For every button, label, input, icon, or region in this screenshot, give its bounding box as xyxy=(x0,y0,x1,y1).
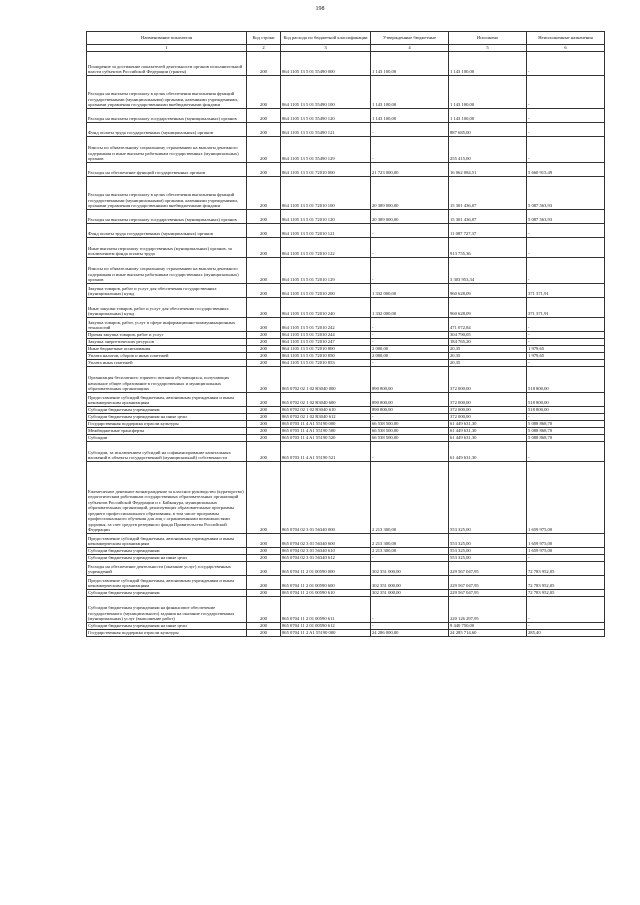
approved-amount-cell: 20 389 000,00 xyxy=(371,176,449,209)
remaining-amount-cell: 5 088 868,70 xyxy=(527,420,605,427)
approved-amount-cell: - xyxy=(371,359,449,366)
executed-amount-cell: 553 325,00 xyxy=(449,461,527,533)
indicator-name-cell: Предоставление субсидий бюджетным, автономным учреждениям и иным некоммерческим организациям xyxy=(87,575,247,589)
table-row xyxy=(87,406,605,413)
expense-code-cell: 864 1105 13 5 01 72010 853 xyxy=(281,359,371,366)
expense-code-cell: 865 0702 02 1 02 R3040 000 xyxy=(281,366,371,392)
table-row xyxy=(87,533,605,547)
expense-code-cell: 865 0704 02 3 01 56340 612 xyxy=(281,554,371,561)
approved-amount-cell: 890 800,00 xyxy=(371,392,449,406)
approved-amount-cell: - xyxy=(371,596,449,622)
line-code-cell: 200 xyxy=(247,209,281,223)
remaining-amount-cell: - xyxy=(527,75,605,108)
remaining-amount-cell: 518 800,00 xyxy=(527,392,605,406)
line-code-cell: 200 xyxy=(247,75,281,108)
header-indicator-name: Наименование показателя xyxy=(87,32,247,45)
table-row xyxy=(87,283,605,297)
line-code-cell: 200 xyxy=(247,589,281,596)
approved-amount-cell: 2 000,00 xyxy=(371,345,449,352)
expense-code-cell: 865 0702 02 1 02 R3040 610 xyxy=(281,406,371,413)
expense-code-cell: 864 1105 13 5 01 72010 800 xyxy=(281,345,371,352)
expense-code-cell: 864 1105 13 5 01 72010 129 xyxy=(281,257,371,283)
indicator-name-cell: Расходы на выплаты персоналу в целях обеспечения выполнения функций государственными (муниципальными) органами, казенными учреждениями, органами управления государственными внебюджетными фондами xyxy=(87,176,247,209)
executed-amount-cell: 220 126 297,95 xyxy=(449,596,527,622)
remaining-amount-cell: - xyxy=(527,223,605,237)
remaining-amount-cell: 72 783 952,05 xyxy=(527,575,605,589)
header-line-code: Код строки xyxy=(247,32,281,45)
table-row xyxy=(87,596,605,622)
approved-amount-cell: 2 213 300,00 xyxy=(371,547,449,554)
indicator-name-cell: Фонд оплаты труда государственных (муниципальных) органов xyxy=(87,223,247,237)
approved-amount-cell: 302 351 000,00 xyxy=(371,589,449,596)
remaining-amount-cell: 5 087 563,93 xyxy=(527,176,605,209)
expense-code-cell: 865 0704 02 3 01 56340 600 xyxy=(281,533,371,547)
approved-amount-cell: - xyxy=(371,223,449,237)
remaining-amount-cell: 371 371,91 xyxy=(527,297,605,317)
executed-amount-cell: 11 087 727,37 xyxy=(449,223,527,237)
approved-amount-cell: 2 213 300,00 xyxy=(371,461,449,533)
line-code-cell: 200 xyxy=(247,51,281,75)
indicator-name-cell: Уплата иных платежей xyxy=(87,359,247,366)
remaining-amount-cell: 5 088 868,70 xyxy=(527,427,605,434)
table-row xyxy=(87,622,605,629)
indicator-name-cell: Субсидии бюджетным учреждениям xyxy=(87,589,247,596)
approved-amount-cell: - xyxy=(371,237,449,257)
line-code-cell: 200 xyxy=(247,237,281,257)
remaining-amount-cell: 5 088 868,70 xyxy=(527,434,605,441)
expense-code-cell: 865 0702 02 1 02 R3040 612 xyxy=(281,413,371,420)
remaining-amount-cell: - xyxy=(527,596,605,622)
indicator-name-cell: Субсидии бюджетным учреждениям xyxy=(87,406,247,413)
executed-amount-cell: 1 143 100,00 xyxy=(449,51,527,75)
indicator-name-cell: Государственная поддержка отрасли культуры xyxy=(87,629,247,636)
approved-amount-cell: 20 389 000,00 xyxy=(371,209,449,223)
indicator-name-cell: Закупка энергетических ресурсов xyxy=(87,338,247,345)
expense-code-cell: 865 0704 11 2 01 00590 610 xyxy=(281,589,371,596)
indicator-name-cell: Субсидии xyxy=(87,434,247,441)
approved-amount-cell: 2 213 300,00 xyxy=(371,533,449,547)
expense-code-cell: 864 1105 13 5 01 72010 000 xyxy=(281,162,371,176)
expense-code-cell: 865 0704 11 2 01 00590 000 xyxy=(281,561,371,575)
approved-amount-cell: 1 143 100,00 xyxy=(371,108,449,122)
column-number: 5 xyxy=(449,44,527,51)
expense-code-cell: 864 1105 13 5 01 72010 242 xyxy=(281,317,371,331)
table-row xyxy=(87,209,605,223)
indicator-name-cell: Расходы на выплаты персоналу государственных (муниципальных) органов xyxy=(87,108,247,122)
remaining-amount-cell: - xyxy=(527,338,605,345)
approved-amount-cell: - xyxy=(371,441,449,461)
indicator-name-cell: Фонд оплаты труда государственных (муниципальных) органов xyxy=(87,122,247,136)
remaining-amount-cell: - xyxy=(527,257,605,283)
line-code-cell: 200 xyxy=(247,427,281,434)
page-number: 198 xyxy=(315,6,325,12)
line-code-cell: 200 xyxy=(247,345,281,352)
remaining-amount-cell: 72 783 952,05 xyxy=(527,589,605,596)
table-row xyxy=(87,331,605,338)
remaining-amount-cell: - xyxy=(527,331,605,338)
remaining-amount-cell: - xyxy=(527,413,605,420)
line-code-cell: 200 xyxy=(247,122,281,136)
line-code-cell: 200 xyxy=(247,561,281,575)
indicator-name-cell: Государственная поддержка отрасли культуры xyxy=(87,420,247,427)
indicator-name-cell: Субсидии бюджетным учреждениям на иные цели xyxy=(87,413,247,420)
indicator-name-cell: Уплата налогов, сборов и иных платежей xyxy=(87,352,247,359)
budget-execution-table xyxy=(86,31,605,637)
line-code-cell: 200 xyxy=(247,176,281,209)
remaining-amount-cell: 1 659 975,00 xyxy=(527,461,605,533)
remaining-amount-cell: 72 783 952,05 xyxy=(527,561,605,575)
table-row xyxy=(87,317,605,331)
executed-amount-cell: 1 143 100,00 xyxy=(449,108,527,122)
indicator-name-cell: Межбюджетные трансферты xyxy=(87,427,247,434)
column-number: 1 xyxy=(87,44,247,51)
approved-amount-cell: 21 723 000,00 xyxy=(371,162,449,176)
remaining-amount-cell: - xyxy=(527,136,605,162)
header-executed: Исполнено xyxy=(449,32,527,45)
expense-code-cell: 865 0704 02 3 01 56340 610 xyxy=(281,547,371,554)
line-code-cell: 200 xyxy=(247,366,281,392)
approved-amount-cell: 890 800,00 xyxy=(371,406,449,413)
approved-amount-cell: - xyxy=(371,554,449,561)
executed-amount-cell: 553 325,00 xyxy=(449,533,527,547)
remaining-amount-cell: - xyxy=(527,554,605,561)
expense-code-cell: 865 0704 11 2 A1 55190 000 xyxy=(281,629,371,636)
line-code-cell: 200 xyxy=(247,434,281,441)
executed-amount-cell: 61 449 631,30 xyxy=(449,420,527,427)
approved-amount-cell: - xyxy=(371,122,449,136)
table-row xyxy=(87,257,605,283)
remaining-amount-cell: - xyxy=(527,622,605,629)
expense-code-cell: 864 1105 13 5 01 72010 121 xyxy=(281,223,371,237)
line-code-cell: 200 xyxy=(247,547,281,554)
indicator-name-cell: Иные закупки товаров, работ и услуг для обеспечения государственных (муниципальных) нужд xyxy=(87,297,247,317)
expense-code-cell: 864 1105 13 5 01 55490 100 xyxy=(281,75,371,108)
expense-code-cell: 865 0704 11 2 01 00590 612 xyxy=(281,622,371,629)
column-number: 3 xyxy=(281,44,371,51)
expense-code-cell: 864 1105 13 5 01 72010 247 xyxy=(281,338,371,345)
line-code-cell: 200 xyxy=(247,317,281,331)
indicator-name-cell: Предоставление субсидий бюджетным, автономным учреждениям и иным некоммерческим организациям xyxy=(87,392,247,406)
expense-code-cell: 865 0703 11 4 A1 55190 000 xyxy=(281,420,371,427)
remaining-amount-cell: - xyxy=(527,317,605,331)
column-number: 6 xyxy=(527,44,605,51)
table-row xyxy=(87,434,605,441)
approved-amount-cell: - xyxy=(371,257,449,283)
line-code-cell: 200 xyxy=(247,108,281,122)
executed-amount-cell: 372 000,00 xyxy=(449,366,527,392)
expense-code-cell: 865 0703 11 4 A1 55190 500 xyxy=(281,427,371,434)
remaining-amount-cell: 5 087 563,93 xyxy=(527,209,605,223)
line-code-cell: 200 xyxy=(247,420,281,427)
executed-amount-cell: 553 325,00 xyxy=(449,547,527,554)
remaining-amount-cell: 518 800,00 xyxy=(527,366,605,392)
table-body xyxy=(87,51,605,636)
table-row xyxy=(87,413,605,420)
indicator-name-cell: Предоставление субсидий бюджетным, автономным учреждениям и иным некоммерческим организациям xyxy=(87,533,247,547)
remaining-amount-cell: - xyxy=(527,108,605,122)
executed-amount-cell: 553 325,00 xyxy=(449,554,527,561)
expense-code-cell: 864 1105 13 5 01 72010 122 xyxy=(281,237,371,257)
executed-amount-cell: 61 449 631,30 xyxy=(449,434,527,441)
table-row xyxy=(87,297,605,317)
indicator-name-cell: Субсидии бюджетным учреждениям на иные цели xyxy=(87,554,247,561)
executed-amount-cell: 184 765,20 xyxy=(449,338,527,345)
indicator-name-cell: Организация бесплатного горячего питания обучающихся, получающих начальное общее образование в государственных и муниципальных образовательных организациях xyxy=(87,366,247,392)
approved-amount-cell: 1 143 100,00 xyxy=(371,51,449,75)
executed-amount-cell: 229 567 047,95 xyxy=(449,561,527,575)
line-code-cell: 200 xyxy=(247,223,281,237)
table-row xyxy=(87,359,605,366)
table-row xyxy=(87,420,605,427)
header-approved: Утвержденные бюджетные xyxy=(371,32,449,45)
executed-amount-cell: 20,35 xyxy=(449,359,527,366)
table-row xyxy=(87,176,605,209)
executed-amount-cell: 255 415,00 xyxy=(449,136,527,162)
approved-amount-cell: 24 286 000,00 xyxy=(371,629,449,636)
remaining-amount-cell: - xyxy=(527,441,605,461)
indicator-name-cell: Субсидии бюджетным учреждениям на иные цели xyxy=(87,622,247,629)
executed-amount-cell: 304 790,05 xyxy=(449,331,527,338)
remaining-amount-cell: 1 659 975,00 xyxy=(527,547,605,554)
executed-amount-cell: 372 000,00 xyxy=(449,413,527,420)
approved-amount-cell: - xyxy=(371,338,449,345)
expense-code-cell: 864 1105 13 5 01 55490 121 xyxy=(281,122,371,136)
executed-amount-cell: 1 143 100,00 xyxy=(449,75,527,108)
executed-amount-cell: 229 567 047,95 xyxy=(449,575,527,589)
expense-code-cell: 865 0704 11 2 01 00590 600 xyxy=(281,575,371,589)
table-row xyxy=(87,75,605,108)
executed-amount-cell: 3 303 953,34 xyxy=(449,257,527,283)
executed-amount-cell: 20,35 xyxy=(449,352,527,359)
header-remaining: Неисполненные назначения xyxy=(527,32,605,45)
approved-amount-cell: - xyxy=(371,413,449,420)
expense-code-cell: 865 0704 11 2 01 00590 611 xyxy=(281,596,371,622)
expense-code-cell: 864 1105 13 5 01 72010 240 xyxy=(281,297,371,317)
approved-amount-cell: - xyxy=(371,331,449,338)
executed-amount-cell: 9 440 750,00 xyxy=(449,622,527,629)
table-header-row xyxy=(87,32,605,45)
indicator-name-cell: Взносы по обязательному социальному страхованию на выплаты денежного содержания и иные выплаты работникам государственных (муниципальных) органов xyxy=(87,136,247,162)
executed-amount-cell: 229 567 047,95 xyxy=(449,589,527,596)
line-code-cell: 200 xyxy=(247,359,281,366)
approved-amount-cell: 1 332 000,00 xyxy=(371,283,449,297)
expense-code-cell: 865 0702 02 1 02 R3040 600 xyxy=(281,392,371,406)
approved-amount-cell: 1 332 000,00 xyxy=(371,297,449,317)
header-expense-code: Код расхода по бюджетной классификации xyxy=(281,32,371,45)
executed-amount-cell: 471 072,84 xyxy=(449,317,527,331)
table-row xyxy=(87,589,605,596)
expense-code-cell: 864 1105 13 5 01 72010 200 xyxy=(281,283,371,297)
line-code-cell: 200 xyxy=(247,392,281,406)
expense-code-cell: 864 1105 13 5 01 72010 100 xyxy=(281,176,371,209)
table-row xyxy=(87,338,605,345)
executed-amount-cell: 61 449 631,30 xyxy=(449,441,527,461)
indicator-name-cell: Расходы на выплаты персоналу в целях обеспечения выполнения функций государственными (муниципальными) органами, казенными учреждениями, органами управления государственными внебюджетными фондами xyxy=(87,75,247,108)
line-code-cell: 200 xyxy=(247,283,281,297)
approved-amount-cell: 66 538 500,00 xyxy=(371,434,449,441)
table-row xyxy=(87,575,605,589)
expense-code-cell: 865 0704 02 3 01 56340 000 xyxy=(281,461,371,533)
remaining-amount-cell: - xyxy=(527,359,605,366)
remaining-amount-cell: 1 979,65 xyxy=(527,345,605,352)
line-code-cell: 200 xyxy=(247,533,281,547)
column-number: 2 xyxy=(247,44,281,51)
line-code-cell: 200 xyxy=(247,413,281,420)
line-code-cell: 200 xyxy=(247,257,281,283)
executed-amount-cell: 887 685,00 xyxy=(449,122,527,136)
table-row xyxy=(87,122,605,136)
table-row xyxy=(87,441,605,461)
indicator-name-cell: Закупка товаров, работ и услуг для обеспечения государственных (муниципальных) нужд xyxy=(87,283,247,297)
expense-code-cell: 864 1105 13 5 01 55490 129 xyxy=(281,136,371,162)
executed-amount-cell: 16 062 084,51 xyxy=(449,162,527,176)
executed-amount-cell: 913 755,36 xyxy=(449,237,527,257)
executed-amount-cell: 20,35 xyxy=(449,345,527,352)
expense-code-cell: 865 0703 11 4 A1 55190 520 xyxy=(281,434,371,441)
executed-amount-cell: 24 285 714,60 xyxy=(449,629,527,636)
column-number: 4 xyxy=(371,44,449,51)
executed-amount-cell: 372 000,00 xyxy=(449,392,527,406)
expense-code-cell: 864 1105 13 5 01 72010 850 xyxy=(281,352,371,359)
indicator-name-cell: Ежемесячное денежное вознаграждение за классное руководство (кураторство) педагогическим работникам государственных образовательных организаций субъектов Российской Федерации и г. Байконура, муниципальных образовательных организаций, реализующих образовательные программы среднего профессионального образования, в том числе программы профессионального обучения для лиц с ограниченными возможностями здоровья, за счет средств резервного фонда Правительства Российской Федерации xyxy=(87,461,247,533)
indicator-name-cell: Закупка товаров, работ, услуг в сфере информационно-коммуникационных технологий xyxy=(87,317,247,331)
line-code-cell: 200 xyxy=(247,352,281,359)
approved-amount-cell: - xyxy=(371,622,449,629)
indicator-name-cell: Субсидии, за исключением субсидий на софинансирование капитальных вложений в объекты государственной (муниципальной) собственности xyxy=(87,441,247,461)
remaining-amount-cell: - xyxy=(527,122,605,136)
table-row xyxy=(87,352,605,359)
table-row xyxy=(87,136,605,162)
line-code-cell: 200 xyxy=(247,136,281,162)
approved-amount-cell: 1 143 100,00 xyxy=(371,75,449,108)
remaining-amount-cell: - xyxy=(527,237,605,257)
line-code-cell: 200 xyxy=(247,406,281,413)
table-row xyxy=(87,237,605,257)
expense-code-cell: 865 0703 11 4 A1 55190 521 xyxy=(281,441,371,461)
executed-amount-cell: 15 301 436,07 xyxy=(449,209,527,223)
table-row xyxy=(87,547,605,554)
remaining-amount-cell: 5 660 915,49 xyxy=(527,162,605,176)
approved-amount-cell: 66 538 500,00 xyxy=(371,427,449,434)
remaining-amount-cell: 371 371,91 xyxy=(527,283,605,297)
approved-amount-cell: 66 538 500,00 xyxy=(371,420,449,427)
indicator-name-cell: Расходы на обеспечение деятельности (оказание услуг) государственных учреждений xyxy=(87,561,247,575)
line-code-cell: 200 xyxy=(247,575,281,589)
executed-amount-cell: 372 000,00 xyxy=(449,406,527,413)
indicator-name-cell: Поощрение за достижение показателей деятельности органов исполнительной власти субъектов Российской Федерации (гранты) xyxy=(87,51,247,75)
table-row xyxy=(87,561,605,575)
remaining-amount-cell: 518 800,00 xyxy=(527,406,605,413)
indicator-name-cell: Иные выплаты персоналу государственных (муниципальных) органов, за исключением фонда оплаты труда xyxy=(87,237,247,257)
table-row xyxy=(87,223,605,237)
indicator-name-cell: Прочая закупка товаров, работ и услуг xyxy=(87,331,247,338)
indicator-name-cell: Субсидии бюджетным учреждениям xyxy=(87,547,247,554)
line-code-cell: 200 xyxy=(247,441,281,461)
line-code-cell: 200 xyxy=(247,338,281,345)
table-row xyxy=(87,461,605,533)
executed-amount-cell: 960 628,09 xyxy=(449,297,527,317)
indicator-name-cell: Расходы на выплаты персоналу государственных (муниципальных) органов xyxy=(87,209,247,223)
line-code-cell: 200 xyxy=(247,554,281,561)
line-code-cell: 200 xyxy=(247,629,281,636)
executed-amount-cell: 61 449 631,30 xyxy=(449,427,527,434)
expense-code-cell: 864 1105 13 5 01 55490 120 xyxy=(281,108,371,122)
table-row xyxy=(87,51,605,75)
indicator-name-cell: Взносы по обязательному социальному страхованию на выплаты денежного содержания и иные выплаты работникам государственных (муниципальных) органов xyxy=(87,257,247,283)
executed-amount-cell: 960 628,09 xyxy=(449,283,527,297)
table-row xyxy=(87,392,605,406)
indicator-name-cell: Иные бюджетные ассигнования xyxy=(87,345,247,352)
table-row xyxy=(87,108,605,122)
approved-amount-cell: 890 800,00 xyxy=(371,366,449,392)
line-code-cell: 200 xyxy=(247,596,281,622)
approved-amount-cell: 302 351 000,00 xyxy=(371,561,449,575)
table-row xyxy=(87,366,605,392)
table-row xyxy=(87,554,605,561)
approved-amount-cell: 302 351 000,00 xyxy=(371,575,449,589)
approved-amount-cell: - xyxy=(371,317,449,331)
table-row xyxy=(87,629,605,636)
approved-amount-cell: - xyxy=(371,136,449,162)
table-row xyxy=(87,427,605,434)
expense-code-cell: 864 1105 13 5 01 72010 244 xyxy=(281,331,371,338)
line-code-cell: 200 xyxy=(247,331,281,338)
remaining-amount-cell: 285,40 xyxy=(527,629,605,636)
table-row xyxy=(87,345,605,352)
remaining-amount-cell: - xyxy=(527,51,605,75)
line-code-cell: 200 xyxy=(247,162,281,176)
line-code-cell: 200 xyxy=(247,297,281,317)
remaining-amount-cell: 1 659 975,00 xyxy=(527,533,605,547)
line-code-cell: 200 xyxy=(247,461,281,533)
indicator-name-cell: Субсидии бюджетным учреждениям на финансовое обеспечение государственного (муниципального) задания на оказание государственных (муниципальных) услуг (выполнение работ) xyxy=(87,596,247,622)
line-code-cell: 200 xyxy=(247,622,281,629)
table-row xyxy=(87,162,605,176)
expense-code-cell: 864 1105 13 5 01 55490 000 xyxy=(281,51,371,75)
indicator-name-cell: Расходы на обеспечение функций государственных органов xyxy=(87,162,247,176)
executed-amount-cell: 15 301 436,07 xyxy=(449,176,527,209)
remaining-amount-cell: 1 979,65 xyxy=(527,352,605,359)
expense-code-cell: 864 1105 13 5 01 72010 120 xyxy=(281,209,371,223)
column-number-row xyxy=(87,44,605,51)
approved-amount-cell: 2 000,00 xyxy=(371,352,449,359)
